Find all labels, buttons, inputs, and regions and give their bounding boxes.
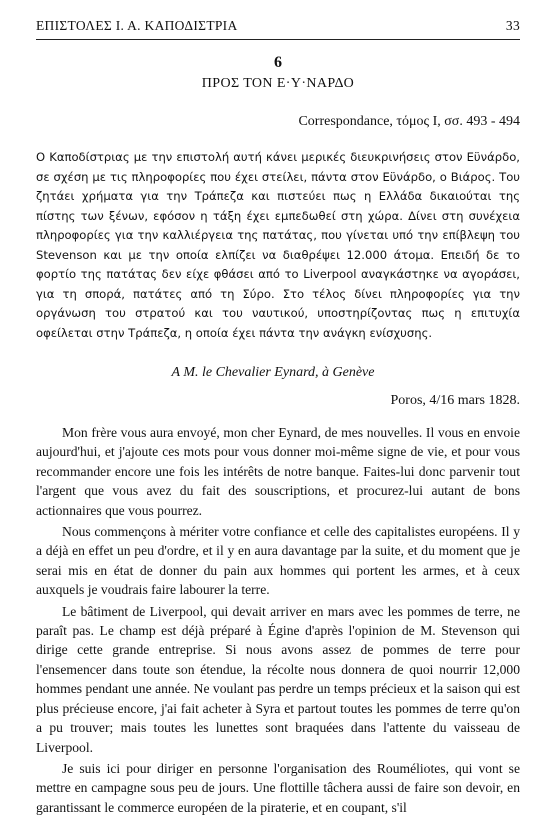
letter-paragraph-2: Nous commençons à mériter votre confiance et celle des capitalistes européens. Il y a déjà en effet un peu d'ordre, et il y en aura davantage par la suite, et du moment que je serai mis en état de donner du pain aux hommes qui portent les armes, et à ceux auxquels je voudrais faire labourer la terre. xyxy=(36,524,520,598)
header-rule xyxy=(36,39,520,40)
letter-dateline: Poros, 4/16 mars 1828. xyxy=(390,393,520,408)
greek-summary: Ο Καποδίστριας με την επιστολή αυτή κάνει μερικές διευκρινήσεις στον Εϋνάρδο, σε σχέση με τις πληροφορίες που έχει στείλει, πάντα στον Εϋνάρδο, ο Βιάρος. Του ζητάει χρήματα για την Τράπεζα και πιστεύει πως η Ελλάδα δικαιούται της πίστης των ξένων, εφόσον η τάξη έχει εμπεδωθεί στη χώρα. Δίνει στη συνέχεια πληροφορίες για την καλλιέργεια της πατάτας, που γίνεται υπό την επίβλεψη του Stevenson και με την οποία ελπίζει να διαθρέψει 12.000 άτομα. Επειδή δε το φορτίο της πατάτας δεν είχε φθάσει από το Liverpool αναγκάστηκε να αγοράσει, για τη σπορά, πατάτες από τη Σύρο. Στο τέλος δίνει πληροφορίες για την οργάνωση του στρατού και του ναυτικού, υποστηρίζοντας πως η επιτυχία οφείλεται στην Τράπεζα, η οποία έχει πάντα την ανάγκη ενίσχυσης. xyxy=(36,150,520,340)
running-header xyxy=(36,0,520,34)
running-title: ΕΠΙΣΤΟΛΕΣ Ι. Α. ΚΑΠΟΔΙΣΤΡΙΑ xyxy=(36,18,238,33)
chapter-number: 6 xyxy=(274,54,282,71)
letter-paragraph-3: Le bâtiment de Liverpool, qui devait arriver en mars avec les pommes de terre, ne paraît pas. Le champ est déjà préparé à Égine d'après l'opinion de M. Stevenson qui dirige cette grande entreprise. Si nous avons assez de pommes de terre pour l'ensemencer dans toute son étendue, la récolte nous donnera de quoi nourrir 12,000 hommes pendant une année. Ne voulant pas perdre un temps précieux et la saison qui est plus précieuse encore, j'ai fait acheter à Syra et partout toutes les pommes de terre qu'on a pu trouver; mais toutes les lunettes sont braquées dans l'attente du vaisseau de Liverpool. xyxy=(36,603,520,755)
source-citation: Correspondance, τόμος I, σσ. 493 - 494 xyxy=(298,114,520,129)
letter-addressee: A M. le Chevalier Eynard, à Genève xyxy=(171,365,375,380)
letter-body xyxy=(36,423,520,817)
chapter-title: ΠΡΟΣ ΤΟΝ Ε·Υ·ΝΑΡΔΟ xyxy=(201,76,355,91)
page-number: 33 xyxy=(505,18,520,33)
letter-paragraph-4: Je suis ici pour diriger en personne l'organisation des Rouméliotes, qui vont se mettre en campagne sous peu de jours. Une flottille tâchera aussi de faire son devoir, en garantissant le commerce européen de la piraterie, et en coupant, s'il xyxy=(36,760,520,815)
letter-paragraph-1: Mon frère vous aura envoyé, mon cher Eynard, de mes nouvelles. Il vous en envoie aujourd'hui, et j'ajoute ces mots pour vous donner moi-même signe de vie, et pour vous recommander encore une fois les intérêts de notre banque. Faites-lui donc parvenir tout l'argent que vous avez du fait des souscriptions, et procurez-lui autant de bons actionnaires que vous pourrez. xyxy=(36,425,520,518)
